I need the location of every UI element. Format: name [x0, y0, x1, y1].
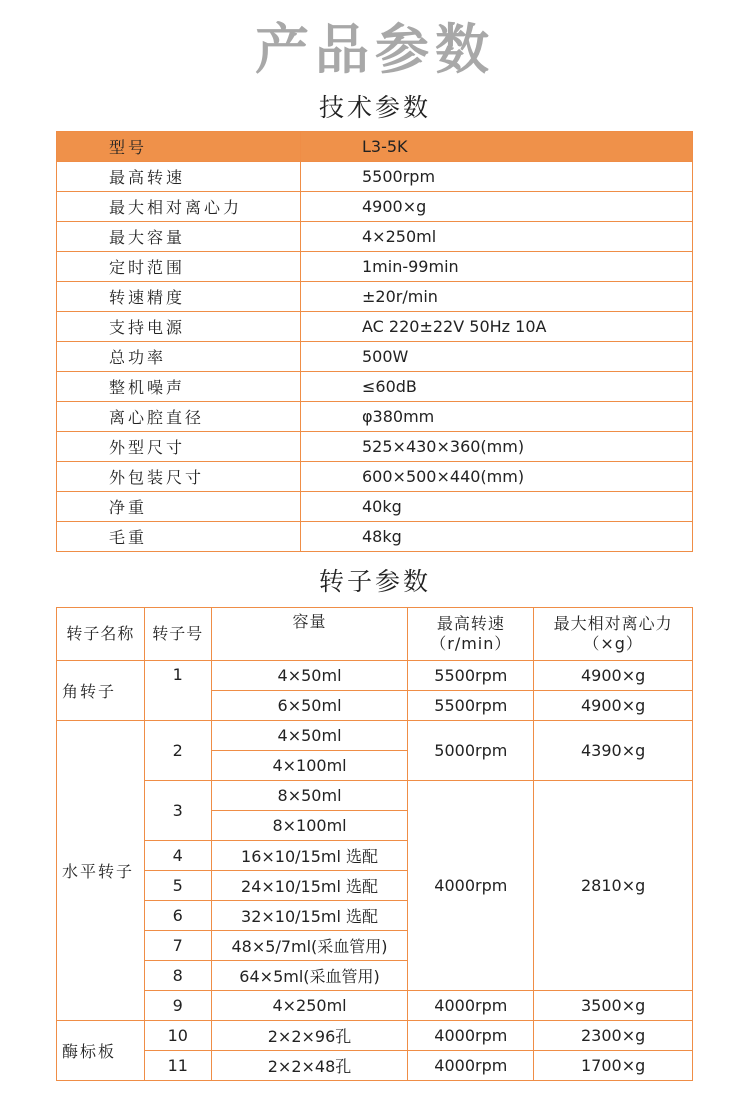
header-max-rcf-unit: （×g）	[583, 634, 643, 653]
param-label: 净重	[57, 492, 301, 522]
rotor-speed: 4000rpm	[408, 781, 534, 991]
header-max-speed-unit: （r/min）	[430, 634, 512, 653]
header-max-rcf-line1: 最大相对离心力	[553, 614, 673, 633]
table-row	[57, 312, 693, 342]
table-row	[57, 462, 693, 492]
table-row	[57, 781, 693, 811]
group-angle-rotor: 角转子	[57, 661, 145, 721]
rotor-capacity: 2×2×48孔	[211, 1051, 408, 1081]
rotor-capacity: 8×50ml	[211, 781, 408, 811]
rotor-number: 2	[144, 721, 211, 781]
param-value: ±20r/min	[301, 282, 693, 312]
rotor-capacity: 64×5ml(采血管用)	[211, 961, 408, 991]
rotor-number: 3	[144, 781, 211, 841]
table-header-row	[57, 608, 693, 661]
param-value: L3-5K	[301, 132, 693, 162]
header-max-rcf	[534, 608, 693, 661]
table-row	[57, 162, 693, 192]
rotor-capacity: 2×2×96孔	[211, 1021, 408, 1051]
rotor-number: 4	[144, 841, 211, 871]
tech-params-heading: 技术参数	[318, 93, 431, 122]
param-value: 4900×g	[301, 192, 693, 222]
param-value: 600×500×440(mm)	[301, 462, 693, 492]
rotor-rcf: 4390×g	[534, 721, 693, 781]
rotor-rcf: 3500×g	[534, 991, 693, 1021]
rotor-number: 10	[144, 1021, 211, 1051]
rotor-number: 6	[144, 901, 211, 931]
header-rotor-no: 转子号	[144, 608, 211, 661]
rotor-capacity: 6×50ml	[211, 691, 408, 721]
table-row	[57, 522, 693, 552]
rotor-speed: 5500rpm	[408, 691, 534, 721]
param-value: 5500rpm	[301, 162, 693, 192]
table-row	[57, 721, 693, 751]
rotor-capacity: 4×50ml	[211, 721, 408, 751]
rotor-speed: 4000rpm	[408, 1051, 534, 1081]
rotor-rcf: 4900×g	[534, 691, 693, 721]
table-row	[57, 1051, 693, 1081]
rotor-rcf: 2810×g	[534, 781, 693, 991]
rotor-number: 1	[144, 661, 211, 721]
rotor-capacity: 32×10/15ml 选配	[211, 901, 408, 931]
param-label: 型号	[57, 132, 301, 162]
rotor-capacity: 16×10/15ml 选配	[211, 841, 408, 871]
table-row	[57, 372, 693, 402]
table-row	[57, 661, 693, 691]
param-label: 支持电源	[57, 312, 301, 342]
header-rotor-name: 转子名称	[57, 608, 145, 661]
table-row	[57, 252, 693, 282]
param-label: 离心腔直径	[57, 402, 301, 432]
rotor-number: 7	[144, 931, 211, 961]
page-title: 产品参数	[255, 17, 495, 81]
rotor-capacity: 24×10/15ml 选配	[211, 871, 408, 901]
rotor-capacity: 48×5/7ml(采血管用)	[211, 931, 408, 961]
param-value: 4×250ml	[301, 222, 693, 252]
param-label: 外包装尺寸	[57, 462, 301, 492]
header-max-speed-line1: 最高转速	[436, 614, 505, 633]
rotor-capacity: 8×100ml	[211, 811, 408, 841]
table-row	[57, 402, 693, 432]
table-row	[57, 192, 693, 222]
param-value: ≤60dB	[301, 372, 693, 402]
rotor-params-heading: 转子参数	[318, 567, 431, 596]
param-label: 整机噪声	[57, 372, 301, 402]
param-label: 最大容量	[57, 222, 301, 252]
param-label: 外型尺寸	[57, 432, 301, 462]
rotor-rcf: 4900×g	[534, 661, 693, 691]
param-value: 48kg	[301, 522, 693, 552]
param-value: 40kg	[301, 492, 693, 522]
group-microplate-rotor: 酶标板	[57, 1021, 145, 1081]
rotor-number: 9	[144, 991, 211, 1021]
rotor-rcf: 1700×g	[534, 1051, 693, 1081]
rotor-speed: 4000rpm	[408, 1021, 534, 1051]
table-row	[57, 282, 693, 312]
rotor-speed: 5000rpm	[408, 721, 534, 781]
rotor-number: 11	[144, 1051, 211, 1081]
rotor-number: 8	[144, 961, 211, 991]
rotor-capacity: 4×100ml	[211, 751, 408, 781]
rotor-capacity: 4×50ml	[211, 661, 408, 691]
rotor-capacity: 4×250ml	[211, 991, 408, 1021]
param-value: φ380mm	[301, 402, 693, 432]
param-label: 最高转速	[57, 162, 301, 192]
param-value: AC 220±22V 50Hz 10A	[301, 312, 693, 342]
rotor-number: 5	[144, 871, 211, 901]
param-label: 转速精度	[57, 282, 301, 312]
tech-params-table	[56, 131, 693, 552]
table-row	[57, 132, 693, 162]
table-row	[57, 1021, 693, 1051]
table-row	[57, 492, 693, 522]
table-row	[57, 342, 693, 372]
param-value: 1min-99min	[301, 252, 693, 282]
group-horizontal-rotor: 水平转子	[57, 721, 145, 1021]
param-label: 毛重	[57, 522, 301, 552]
table-row	[57, 991, 693, 1021]
rotor-rcf: 2300×g	[534, 1021, 693, 1051]
rotor-speed: 4000rpm	[408, 991, 534, 1021]
header-capacity: 容量	[211, 608, 408, 661]
param-label: 定时范围	[57, 252, 301, 282]
param-label: 总功率	[57, 342, 301, 372]
header-max-speed	[408, 608, 534, 661]
table-row	[57, 432, 693, 462]
param-value: 500W	[301, 342, 693, 372]
table-row	[57, 222, 693, 252]
param-label: 最大相对离心力	[57, 192, 301, 222]
param-value: 525×430×360(mm)	[301, 432, 693, 462]
rotor-speed: 5500rpm	[408, 661, 534, 691]
rotor-params-table	[56, 607, 693, 1081]
